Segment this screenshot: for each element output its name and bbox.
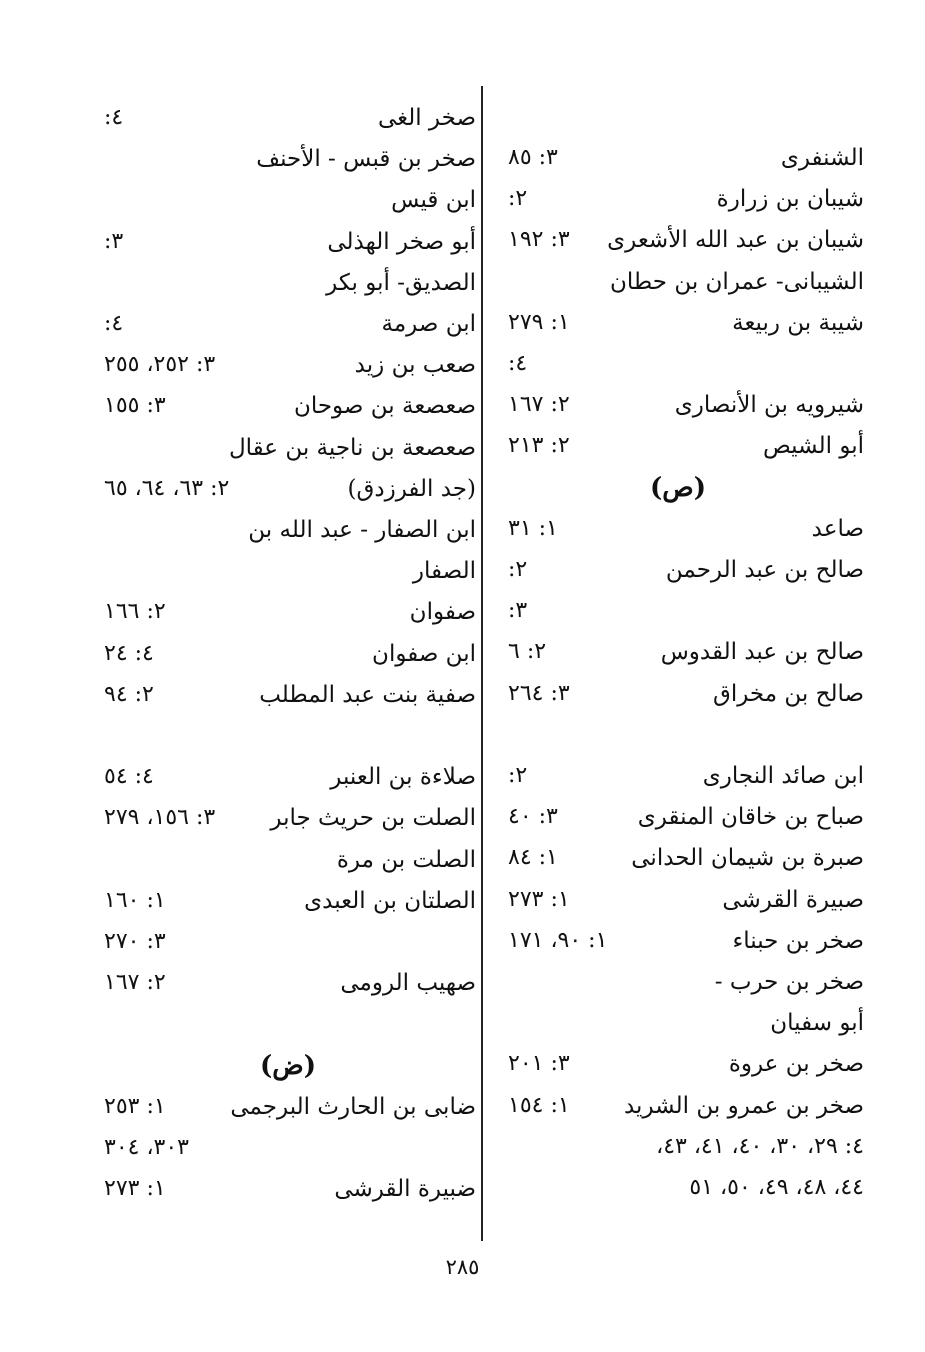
entry-reference: ١: ٢٧٣	[508, 886, 570, 912]
index-entry	[100, 551, 476, 591]
index-entry	[492, 509, 864, 549]
page-number: ٢٨٥	[445, 1255, 480, 1279]
entry-name: صبرة بن شيمان الحدانى	[631, 845, 864, 872]
index-entry	[100, 304, 476, 344]
entry-name: ابن صفوان	[372, 640, 476, 667]
index-entry	[100, 510, 476, 550]
index-entry	[492, 179, 864, 219]
entry-name: الصلت بن حريث جابر	[270, 805, 476, 832]
index-entry	[100, 675, 476, 715]
index-entry	[100, 1169, 476, 1209]
index-entry	[492, 1127, 864, 1167]
index-entry	[492, 591, 864, 631]
entry-name: الصديق- أبو بكر	[326, 269, 476, 296]
entry-name: صخر بن عمرو بن الشريد	[623, 1092, 864, 1119]
index-entry	[100, 592, 476, 632]
entry-name: صعب بن زيد	[354, 352, 476, 379]
entry-name: أبو صخر الهذلى	[327, 228, 476, 255]
entry-name: صخر بن عروة	[728, 1051, 864, 1078]
index-entry	[492, 838, 864, 878]
entry-name: صاعد	[811, 515, 864, 542]
entry-name: صفوان	[409, 599, 476, 626]
index-entry	[100, 963, 476, 1003]
entry-name: صهيب الرومى	[340, 970, 476, 997]
index-entry	[100, 634, 476, 674]
index-entry	[492, 303, 864, 343]
entry-name: صخر بن حرب -	[714, 969, 864, 995]
entry-name: ابن الصفار - عبد الله بن	[248, 517, 476, 543]
entry-name: شيبان بن زرارة	[716, 186, 864, 213]
index-entry	[492, 426, 864, 466]
entry-reference: ٣:	[508, 598, 528, 624]
index-entry	[492, 1003, 864, 1043]
index-entry	[492, 385, 864, 425]
entry-reference: ٢:	[508, 557, 528, 582]
index-entry	[492, 674, 864, 714]
entry-name: ابن صرمة	[381, 311, 476, 337]
entry-reference: ١: ٢٧٣	[104, 1176, 166, 1202]
entry-name: صخر بن حبناء	[732, 927, 864, 954]
index-entry	[100, 139, 476, 179]
column-divider	[481, 86, 483, 1241]
entry-reference: ٢:	[508, 763, 528, 788]
entry-reference: ٢: ٩٤	[104, 681, 154, 707]
index-entry	[100, 1004, 476, 1044]
entry-name: الشيبانى- عمران بن حطان	[610, 268, 864, 295]
entry-name: ضابى بن الحارث البرجمى	[230, 1093, 476, 1120]
entry-name: الصلتان بن العبدى	[304, 887, 476, 914]
index-entry	[492, 138, 864, 178]
index-entry	[100, 345, 476, 385]
entry-reference: ١: ٣١	[508, 515, 558, 541]
index-entry	[100, 922, 476, 962]
entry-name: الصفار	[412, 558, 476, 585]
entry-reference: ١: ٩٠، ١٧١	[508, 927, 608, 953]
entry-name: صباح بن خاقان المنقرى	[637, 804, 864, 831]
entry-reference: ١: ٨٤	[508, 845, 558, 871]
entry-reference: ١: ٢٥٣	[104, 1093, 166, 1119]
index-entry	[492, 880, 864, 920]
index-entry	[492, 344, 864, 384]
entry-name: ابن صائد النجارى	[702, 763, 864, 789]
entry-name: ابن قيس	[391, 187, 476, 214]
index-entry	[100, 798, 476, 838]
entry-reference: ٣: ١٥٦، ٢٧٩	[104, 805, 216, 831]
index-entry	[492, 632, 864, 672]
entry-reference: ٢:	[508, 186, 528, 212]
entry-name: الشنفرى	[780, 145, 864, 171]
entry-reference: ٣: ٢٠١	[508, 1051, 570, 1077]
entry-reference: ٢: ٦	[508, 639, 547, 665]
entry-reference: ٣: ٢٧٠	[104, 929, 166, 954]
entry-reference: ١: ١٥٤	[508, 1092, 570, 1118]
index-entry	[492, 1086, 864, 1126]
entry-reference: ١: ١٦٠	[104, 887, 166, 913]
entry-reference: ٣: ٨٥	[508, 145, 558, 170]
entry-reference: ٤: ٢٤	[104, 640, 154, 666]
section-heading	[492, 468, 864, 508]
index-entry	[492, 550, 864, 590]
entry-reference: ٣٠٣، ٣٠٤	[104, 1135, 189, 1160]
entry-reference: ٣:	[104, 228, 124, 254]
entry-reference: ٢: ١٦٦	[104, 599, 166, 625]
index-entry	[492, 797, 864, 837]
entry-reference: ٤:	[104, 311, 124, 336]
entry-name: صخر الغى	[377, 105, 476, 131]
index-entry	[100, 716, 476, 756]
entry-name: (ض)	[259, 1050, 317, 1081]
index-entry	[100, 840, 476, 880]
index-entry	[100, 428, 476, 468]
entry-reference: ٤:	[508, 351, 528, 376]
entry-reference: ٣: ٤٠	[508, 804, 558, 830]
index-entry	[100, 180, 476, 220]
index-entry	[100, 881, 476, 921]
entry-reference: ٤: ٥٤	[104, 764, 154, 790]
entry-reference: ٢: ١٦٧	[508, 392, 570, 418]
entry-reference: ٢: ٢١٣	[508, 433, 570, 459]
entry-name: صالح بن عبد القدوس	[660, 639, 864, 666]
entry-name: شيبة بن ربيعة	[732, 309, 864, 336]
entry-name: صفية بنت عبد المطلب	[259, 681, 476, 708]
entry-name: شيبان بن عبد الله الأشعرى	[607, 227, 864, 254]
entry-reference: ٣: ٢٥٢، ٢٥٥	[104, 352, 216, 378]
entry-name: صلاءة بن العنبر	[330, 764, 476, 791]
entry-name: صالح بن مخراق	[712, 680, 864, 707]
index-entry	[100, 222, 476, 262]
entry-name: صخر بن قبس - الأحنف	[256, 146, 476, 173]
entry-name: صالح بن عبد الرحمن	[665, 557, 864, 583]
index-entry	[492, 220, 864, 260]
entry-reference: ٢: ١٦٧	[104, 970, 166, 996]
index-entry	[100, 386, 476, 426]
entry-name: أبو سفيان	[770, 1010, 864, 1037]
index-entry	[492, 921, 864, 961]
entry-name: أبو الشيص	[762, 433, 864, 460]
entry-reference: ٢: ٦٣، ٦٤، ٦٥	[104, 475, 230, 501]
index-entry	[492, 756, 864, 796]
entry-name: صعصعة بن صوحان	[293, 393, 476, 420]
entry-reference: ٤: ٢٩، ٣٠، ٤٠، ٤١، ٤٣،	[656, 1133, 864, 1159]
index-entry	[100, 98, 476, 138]
index-entry	[492, 1168, 864, 1208]
index-entry	[492, 262, 864, 302]
section-heading	[100, 1046, 476, 1086]
index-entry	[492, 1044, 864, 1084]
entry-reference: ٤:	[104, 105, 124, 130]
index-entry	[100, 1087, 476, 1127]
index-entry	[492, 715, 864, 755]
entry-reference: ١: ٢٧٩	[508, 309, 570, 335]
index-entry	[100, 1128, 476, 1168]
entry-reference: ٣: ١٥٥	[104, 393, 166, 419]
entry-name: (ص)	[649, 472, 707, 503]
entry-name: شيرويه بن الأنصارى	[674, 392, 864, 419]
index-entry	[100, 263, 476, 303]
entry-reference: ٣: ٢٦٤	[508, 680, 570, 706]
entry-name: (جد الفرزدق)	[347, 475, 476, 502]
index-entry	[100, 757, 476, 797]
index-entry	[492, 962, 864, 1002]
entry-reference: ٤٤، ٤٨، ٤٩، ٥٠، ٥١	[689, 1175, 864, 1200]
entry-reference: ٣: ١٩٢	[508, 227, 570, 253]
entry-name: ضبيرة القرشى	[334, 1176, 476, 1203]
entry-name: الصلت بن مرة	[336, 846, 476, 873]
entry-name: صعصعة بن ناجية بن عقال	[228, 434, 476, 461]
index-entry	[100, 469, 476, 509]
entry-name: صبيرة القرشى	[722, 886, 864, 913]
